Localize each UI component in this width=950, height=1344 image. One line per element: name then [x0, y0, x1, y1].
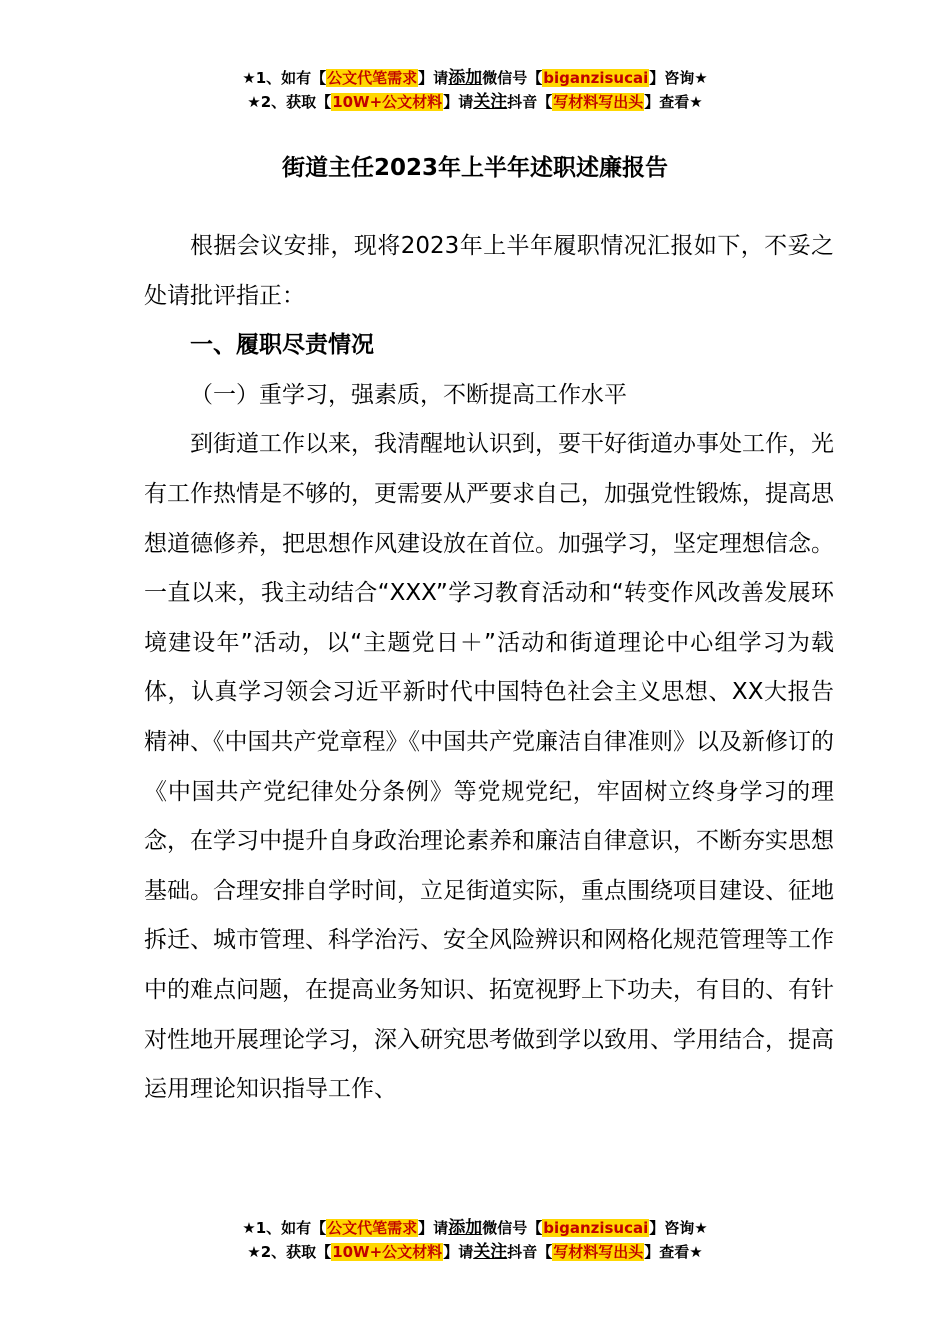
banner-highlight: 写材料写出头 — [553, 1243, 644, 1261]
banner-highlight: biganzisucai — [543, 69, 649, 87]
banner-line-1 — [0, 66, 950, 90]
header-banner — [0, 66, 950, 114]
banner-highlight: 公文代笔需求 — [327, 69, 418, 87]
banner-highlight: 公文代笔需求 — [327, 1219, 418, 1237]
banner-text: 】查看★ — [644, 1243, 703, 1261]
banner-text: 抖音【 — [507, 1243, 553, 1261]
section-heading: 一、履职尽责情况 — [190, 332, 374, 359]
banner-text: 】请 — [418, 69, 449, 87]
document-title: 街道主任2023年上半年述职述廉报告 — [281, 155, 668, 181]
document-body — [144, 222, 834, 1115]
banner-text: 】请 — [443, 1243, 474, 1261]
banner-line-1 — [0, 1216, 950, 1240]
banner-highlight: biganzisucai — [543, 1219, 649, 1237]
body-paragraph: 到街道工作以来，我清醒地认识到，要干好街道办事处工作，光有工作热情是不够的，更需要从严要求自己，加强党性锻炼，提高思想道德修养，把思想作风建设放在首位。加强学习，坚定理想信念。一直以来，我主动结合“XXX”学习教育活动和“转变作风改善发展环境建设年”活动，以“主题党日＋”活动和街道理论中心组学习为载体，认真学习领会习近平新时代中国特色社会主义思想、XX大报告精神、《中国共产党章程》《中国共产党廉洁自律准则》以及新修订的《中国共产党纪律处分条例》等党规党纪，牢固树立终身学习的理念，在学习中提升自身政治理论素养和廉洁自律意识，不断夯实思想基础。合理安排自学时间，立足街道实际，重点围绕项目建设、征地拆迁、城市管理、科学治污、安全风险辨识和网格化规范管理等工作中的难点问题，在提高业务知识、拓宽视野上下功夫，有目的、有针对性地开展理论学习，深入研究思考做到学以致用、学用结合，提高运用理论知识指导工作、 — [144, 431, 834, 1103]
banner-text: 】请 — [418, 1219, 449, 1237]
banner-text: 抖音【 — [507, 93, 553, 111]
banner-underlined: 添加 — [448, 68, 483, 88]
banner-highlight: 10W+公文材料 — [332, 93, 443, 111]
banner-highlight: 写材料写出头 — [553, 93, 644, 111]
banner-underlined: 添加 — [448, 1218, 483, 1238]
intro-paragraph: 根据会议安排，现将2023年上半年履职情况汇报如下，不妥之处请批评指正： — [144, 233, 834, 309]
banner-underlined: 关注 — [473, 92, 508, 112]
banner-text: ★2、获取【 — [247, 93, 332, 111]
banner-text: 微信号【 — [482, 69, 543, 87]
banner-text: 】咨询★ — [649, 1219, 708, 1237]
banner-text: ★2、获取【 — [247, 1243, 332, 1261]
banner-underlined: 关注 — [473, 1242, 508, 1262]
banner-text: 】查看★ — [644, 93, 703, 111]
footer-banner — [0, 1216, 950, 1264]
banner-line-2 — [0, 90, 950, 114]
subsection-heading: （一）重学习，强素质，不断提高工作水平 — [190, 381, 627, 408]
banner-line-2 — [0, 1240, 950, 1264]
banner-text: 】咨询★ — [649, 69, 708, 87]
banner-text: ★1、如有【 — [242, 69, 327, 87]
banner-text: 】请 — [443, 93, 474, 111]
banner-text: 微信号【 — [482, 1219, 543, 1237]
banner-text: ★1、如有【 — [242, 1219, 327, 1237]
banner-highlight: 10W+公文材料 — [332, 1243, 443, 1261]
